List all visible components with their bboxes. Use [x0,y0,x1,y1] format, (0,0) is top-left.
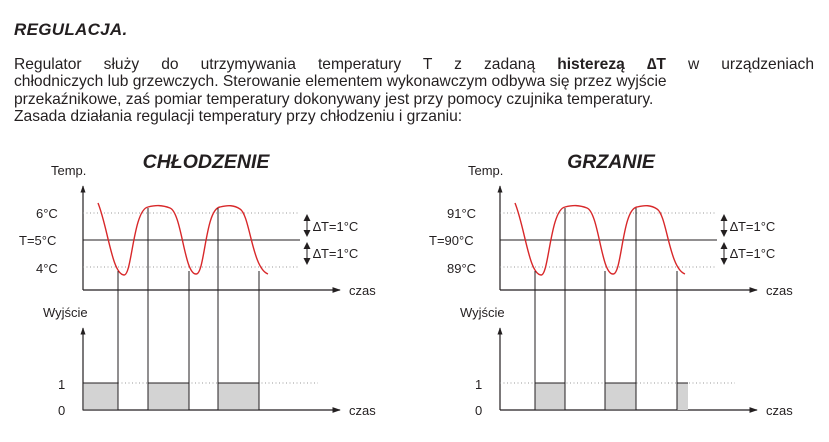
paragraph-line-1-start: Regulator służy do utrzymywania temperatury T z zadaną [14,56,558,73]
paragraph-line-2: chłodniczych lub grzewczych. Sterowanie elementem wykonawczym odbywa się przez wyjście [14,73,667,91]
heating-time-axis-label: czas [766,283,793,298]
paragraph-line-4: Zasada działania regulacji temperatury przy chłodzeniu i grzaniu: [14,107,463,125]
cooling-time-axis-label: czas [349,283,376,298]
cooling-output-pulse [218,383,259,410]
heating-delta-upper-label: ∆T=1°C [730,219,776,234]
heating-output-pulse [605,383,636,410]
cooling-title: CHŁODZENIE [142,151,270,173]
heating-output-time-label: czas [766,403,793,418]
heating-temperature-curve [515,203,685,275]
section-heading: REGULACJA. [14,20,128,39]
paragraph-line-1-end: w urządzeniach [665,56,814,73]
cooling-diagram [19,151,376,418]
heating-diagram [429,151,793,418]
heating-setpoint-label: T=90°C [429,233,474,248]
cooling-output-axis-label: Wyjście [43,305,88,320]
heating-lower-label: 89°C [447,261,477,276]
cooling-output-time-label: czas [349,403,376,418]
cooling-level-one: 1 [58,377,66,392]
heating-output-pulse [677,383,688,410]
hysteresis-term: histerezą ∆T [557,56,666,73]
heating-level-one: 1 [475,377,483,392]
cooling-output-pulse [83,383,118,410]
heating-output-pulse [535,383,565,410]
cooling-upper-label: 6°C [36,206,58,221]
heating-temp-axis-label: Temp. [468,163,504,178]
cooling-lower-label: 4°C [36,261,58,276]
paragraph-line-3: przekaźnikowe, zaś pomiar temperatury dokonywany jest przy pomocy czujnika temperatury. [14,90,654,108]
cooling-temperature-curve [98,203,268,275]
cooling-setpoint-label: T=5°C [19,233,57,248]
cooling-output-pulse [148,383,189,410]
heating-output-axis-label: Wyjście [460,305,505,320]
cooling-level-zero: 0 [58,403,66,418]
cooling-delta-upper-label: ∆T=1°C [313,219,359,234]
heating-title: GRZANIE [567,151,655,173]
heating-upper-label: 91°C [447,206,477,221]
heating-delta-lower-label: ∆T=1°C [730,246,776,261]
cooling-temp-axis-label: Temp. [51,163,87,178]
heating-level-zero: 0 [475,403,483,418]
cooling-delta-lower-label: ∆T=1°C [313,246,359,261]
